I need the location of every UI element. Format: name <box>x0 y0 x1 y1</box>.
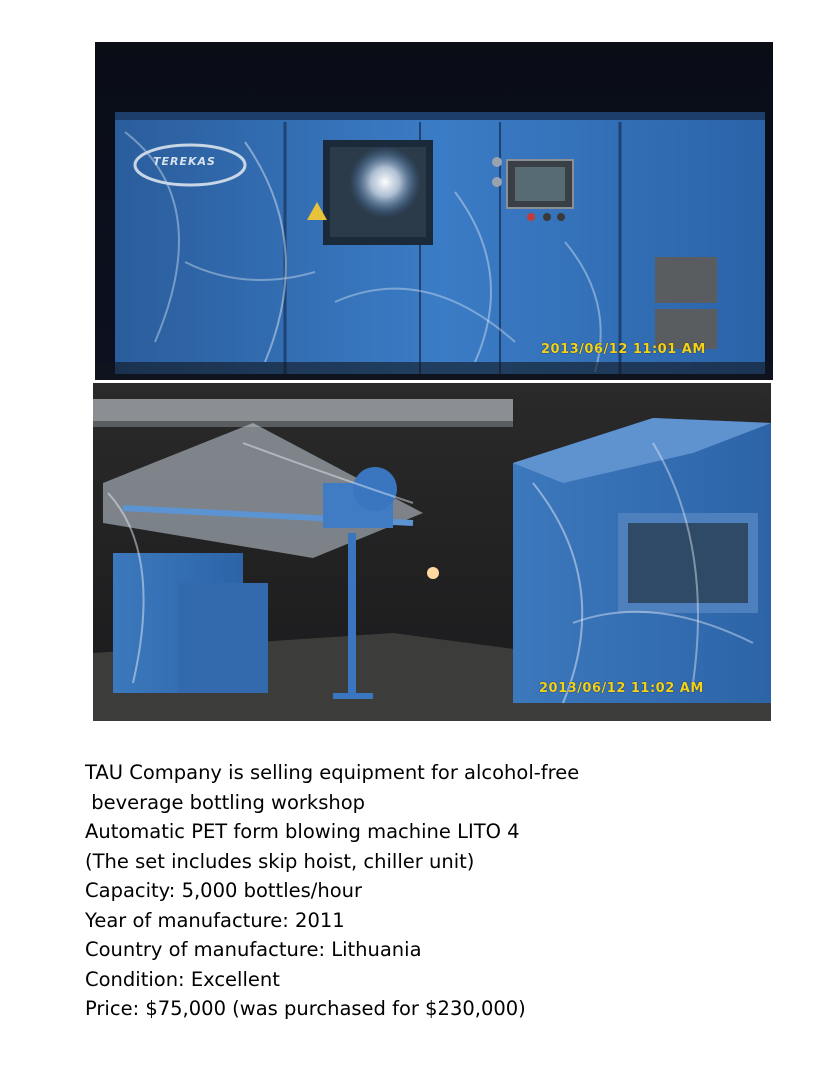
machine-front-illustration <box>95 42 773 380</box>
machine-front-photo <box>95 42 773 380</box>
machine-side-photo <box>93 383 771 721</box>
machine-side-illustration <box>93 383 771 721</box>
listing-price: Price: $75,000 (was purchased for $230,000) <box>85 997 526 1020</box>
listing-condition: Condition: Excellent <box>85 967 280 991</box>
listing-capacity: Capacity: 5,000 bottles/hour <box>85 879 362 902</box>
listing-machine-name: Automatic PET form blowing machine LITO 4 <box>85 820 520 843</box>
listing-headline: TAU Company is selling equipment for alcohol-free <box>85 761 580 784</box>
listing-set-contents: (The set includes skip hoist, chiller unit) <box>85 849 475 873</box>
photo-timestamp-top: 2013/06/12 11:01 AM <box>541 342 706 357</box>
listing-country: Country of manufacture: Lithuania <box>85 938 422 961</box>
photo-timestamp-bottom: 2013/06/12 11:02 AM <box>539 681 704 696</box>
listing-year: Year of manufacture: 2011 <box>85 908 345 932</box>
listing-headline-continued: beverage bottling workshop <box>85 790 366 814</box>
equipment-listing <box>85 758 785 1024</box>
machine-brand-label: TEREKAS <box>153 155 216 168</box>
